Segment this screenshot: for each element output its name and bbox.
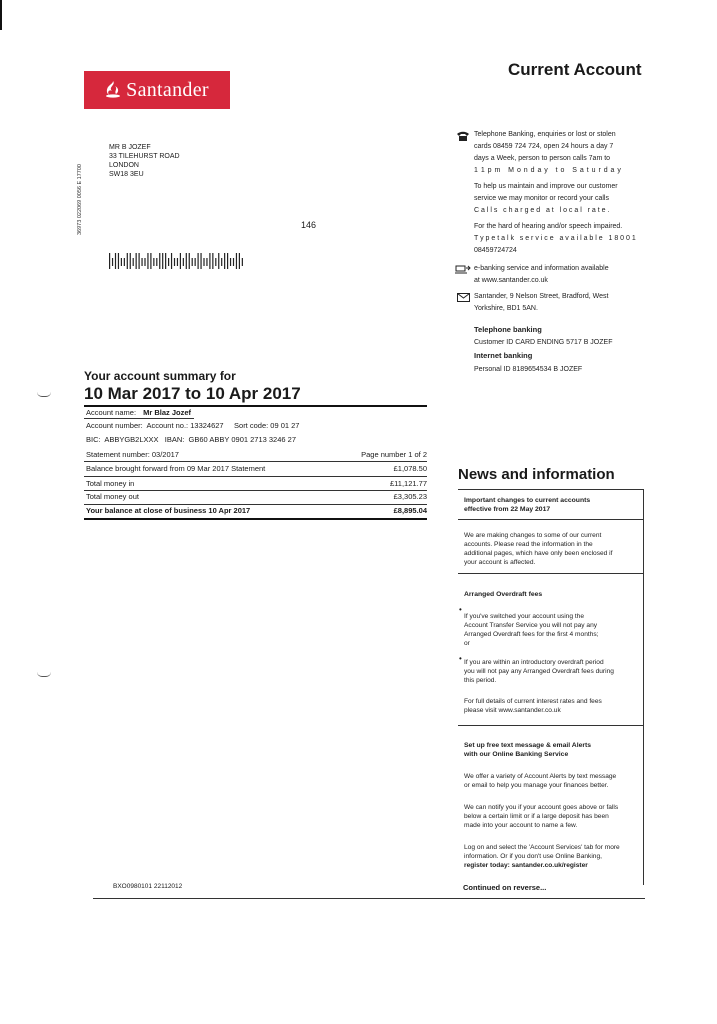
summary-period: 10 Mar 2017 to 10 Apr 2017: [84, 384, 301, 403]
address-line: SW18 3EU: [109, 171, 144, 178]
summary-row: [86, 492, 429, 502]
summary-row: [86, 479, 429, 489]
summary-subtitle: Your account summary for: [84, 369, 236, 383]
row-rule: [84, 490, 427, 491]
row-rule: [84, 461, 427, 462]
news-title: News and information: [458, 466, 615, 483]
flame-icon: [105, 80, 121, 101]
summary-label: Your balance at close of business 10 Apr 2017: [86, 506, 251, 515]
santander-logo: [84, 71, 230, 109]
summary-label: Total money out: [86, 492, 139, 501]
postal-barcode: [109, 253, 245, 269]
recipient-address: [109, 143, 180, 179]
telephone-banking-heading: Telephone banking: [474, 325, 542, 334]
summary-value: £3,305.23: [393, 492, 427, 501]
alerts-paragraph: Log on and select the 'Account Services' tab for more information. Or if you don't use Online Banking, register today: santander.co.uk/register: [464, 844, 620, 869]
news-divider: [458, 573, 644, 574]
address-line: LONDON: [109, 162, 139, 169]
row-rule: [84, 504, 427, 505]
news-divider: [458, 725, 644, 726]
reference-number: 36973 022069 0056 E 17700: [77, 164, 83, 235]
brand-name: Santander: [126, 78, 209, 101]
internet-banking-id: Personal ID 8189654534 B JOZEF: [474, 366, 583, 373]
row-rule: [84, 476, 427, 477]
punch-mark: [37, 392, 51, 397]
document-title: Current Account: [508, 60, 642, 79]
summary-label: Total money in: [86, 479, 135, 488]
overdraft-heading: Arranged Overdraft fees: [464, 591, 543, 598]
account-name-label: Account name:: [86, 408, 137, 417]
address-line: MR B JOZEF: [109, 144, 151, 151]
address-line: 33 TILEHURST ROAD: [109, 153, 180, 160]
page-mark: 146: [301, 220, 317, 230]
overdraft-bullet-1: If you've switched your account using the Account Transfer Service you will not pay any Arranged Overdraft fees for the first 4 months; or: [464, 613, 599, 647]
monitoring-info: To help us maintain and improve our customer service we may monitor or record your calls C a l l s c h a r g e d a t l o c a l r a t e .: [474, 183, 618, 214]
account-name-underline: [84, 418, 194, 419]
summary-value: £8,895.04: [393, 506, 427, 515]
rates-details: For full details of current interest rates and fees please visit www.santander.co.uk: [464, 698, 602, 714]
statement-number: Statement number: 03/2017: [86, 450, 179, 459]
account-name-row: [86, 408, 429, 418]
ebanking-info: e-banking service and information available at www.santander.co.uk: [474, 265, 609, 284]
summary-value: £11,121.77: [390, 479, 427, 488]
summary-value: £1,078.50: [393, 464, 427, 473]
news-divider: [458, 519, 644, 520]
alerts-paragraph: We can notify you if your account goes above or falls below a certain limit or if a large deposit has been made into your account to name a few.: [464, 804, 619, 829]
summary-top-rule: [84, 405, 427, 407]
overdraft-bullet-2: If you are within an introductory overdraft period you will not pay any Arranged Overdraft fees during this period.: [464, 659, 614, 684]
footer-rule: [93, 898, 645, 899]
computer-icon: [455, 265, 471, 277]
punch-mark: [37, 672, 51, 677]
alerts-paragraph: We offer a variety of Account Alerts by text message or email to help you manage your finances better.: [464, 773, 617, 789]
footer-code: BXO0980101 22112012: [113, 883, 183, 890]
bullet-icon: •: [459, 605, 462, 614]
bullet-icon: •: [459, 654, 462, 663]
statement-number-row: [86, 450, 429, 460]
hearing-info: For the hard of hearing and/or speech impaired. T y p e t a l k s e r v i c e a v a i l a b l e 1 8 0 0 1 08459724724: [474, 223, 636, 254]
summary-row: [86, 464, 429, 474]
internet-banking-heading: Internet banking: [474, 351, 533, 360]
page-number: Page number 1 of 2: [361, 450, 427, 459]
telephone-banking-id: Customer ID CARD ENDING 5717 B JOZEF: [474, 339, 613, 346]
news-intro: We are making changes to some of our current accounts. Please read the information in the additional pages, which have only been enclosed if your account is affected.: [464, 532, 613, 566]
closing-balance-row: [86, 506, 429, 516]
page-edge-mark: [0, 0, 2, 30]
account-name: Mr Blaz Jozef: [143, 408, 192, 417]
summary-bottom-rule: [84, 518, 427, 520]
continued-note: Continued on reverse...: [463, 883, 547, 892]
mail-info: Santander, 9 Nelson Street, Bradford, West Yorkshire, BD1 5AN.: [474, 293, 609, 312]
news-important: Important changes to current accounts effective from 22 May 2017: [464, 497, 591, 513]
telephone-icon: [456, 131, 470, 144]
account-number-row: Account number: Account no.: 13324627 Sort code: 09 01 27: [86, 421, 300, 430]
telephone-info: Telephone Banking, enquiries or lost or stolen cards 08459 724 724, open 24 hours a day 7 days a Week, person to person calls 7am to 1 1 p m M o n d a y t o S a t u r d a y: [474, 131, 622, 174]
alerts-heading: Set up free text message & email Alerts with our Online Banking Service: [464, 742, 592, 758]
envelope-icon: [457, 293, 470, 305]
bic-iban-row: BIC: ABBYGB2LXXX IBAN: GB60 ABBY 0901 2713 3246 27: [86, 435, 296, 444]
summary-label: Balance brought forward from 09 Mar 2017 Statement: [86, 464, 266, 473]
